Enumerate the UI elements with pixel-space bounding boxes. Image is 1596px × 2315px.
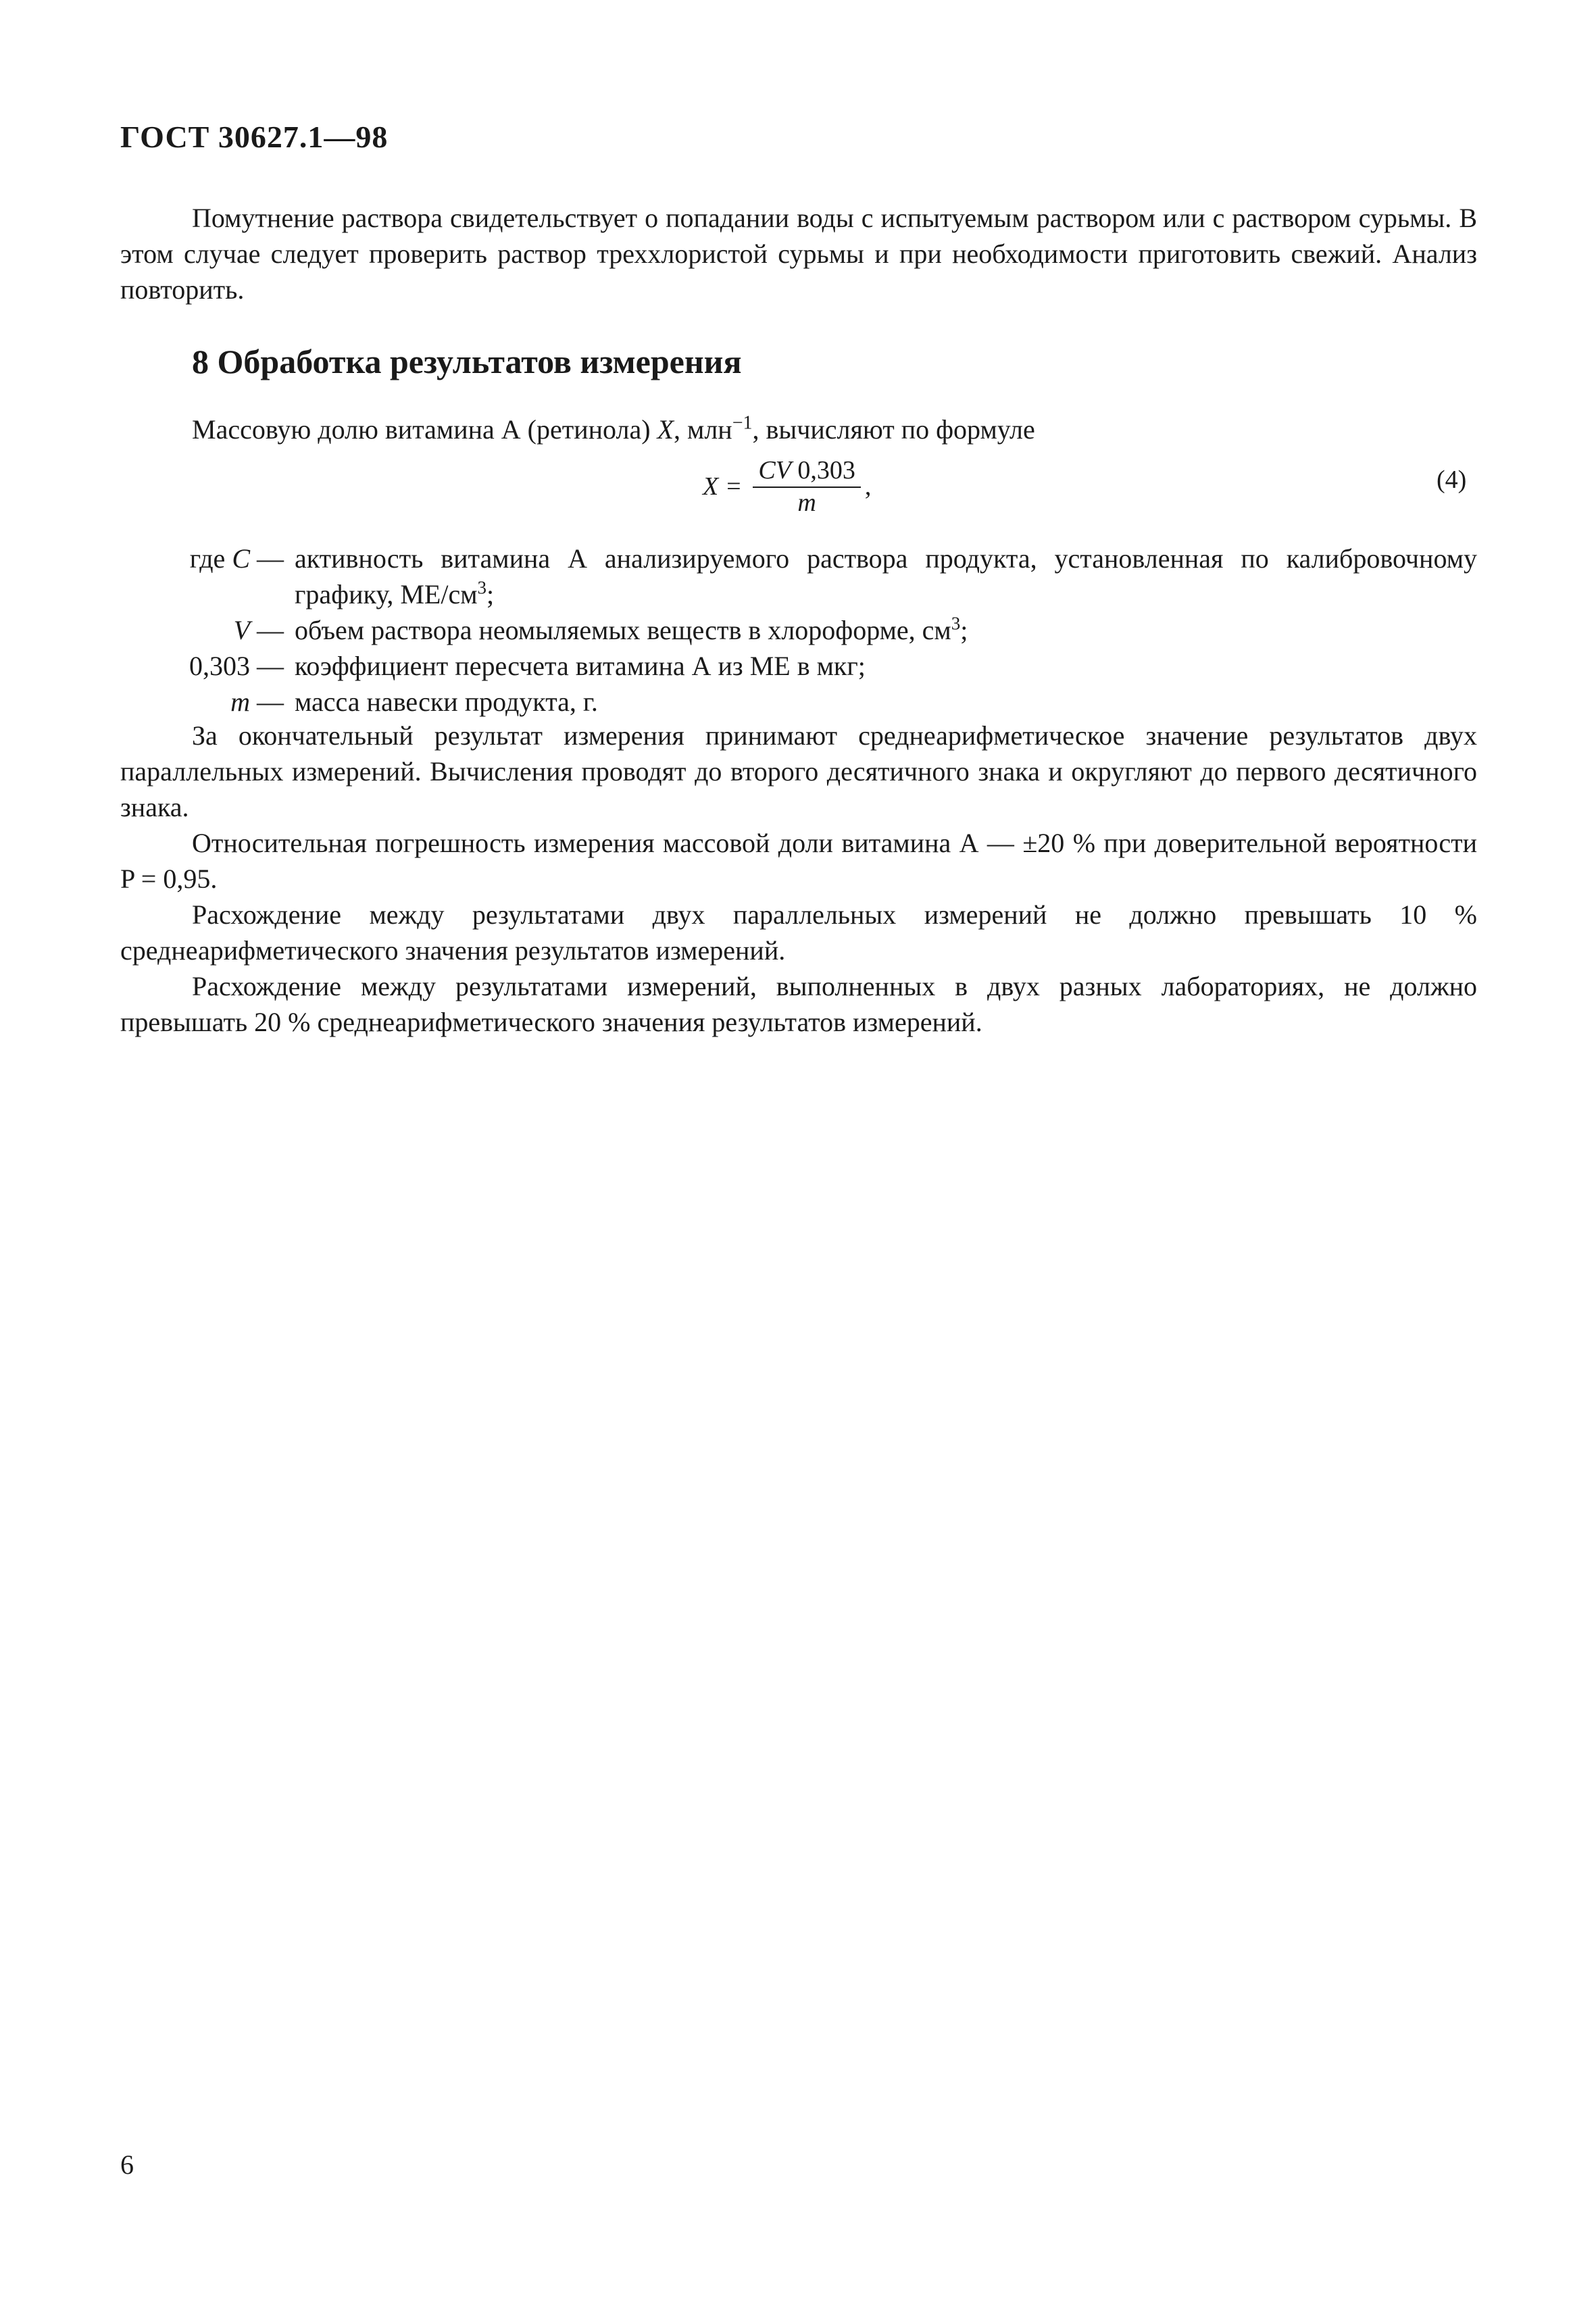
definition-text xyxy=(295,541,1477,612)
result-paragraph: Расхождение между результатами измерений, выполненных в двух разных лабораториях, не должно превышать 20 % среднеарифметического значения результатов измерений. xyxy=(120,971,1477,1037)
formula-intro xyxy=(192,414,1035,445)
definition-text xyxy=(295,648,1477,684)
definition-body: объем раствора неомыляемых веществ в хлороформе, см xyxy=(295,615,951,645)
formula xyxy=(703,457,871,516)
definition-end: ; xyxy=(487,579,495,609)
definition-sup: 3 xyxy=(477,577,487,598)
definition-var: m xyxy=(230,687,250,717)
formula-numerator-const: 0,303 xyxy=(791,456,855,484)
definition-prefix: 0,303 xyxy=(189,651,250,681)
formula-intro-exp: −1 xyxy=(732,412,753,434)
formula-intro-prefix: Массовую долю витамина А (ретинола) xyxy=(192,414,657,445)
result-paragraph: За окончательный результат измерения принимают среднеарифметическое значение результатов двух параллельных измерений. Вычисления проводят до второго десятичного знака и округляют до первого десятичного знака. xyxy=(120,720,1477,822)
page-number: 6 xyxy=(120,2149,134,2180)
definition-text xyxy=(295,684,1477,720)
result-paragraph: Относительная погрешность измерения массовой доли витамина А — ±20 % при доверительной вероятности P = 0,95. xyxy=(120,828,1477,894)
definition-symbol xyxy=(120,684,295,720)
formula-number: (4) xyxy=(1437,466,1467,494)
definition-sup: 3 xyxy=(951,613,961,634)
formula-numerator xyxy=(753,457,861,488)
formula-lhs: X = xyxy=(703,472,743,501)
definition-dash: — xyxy=(250,615,284,645)
definition-dash: — xyxy=(250,651,284,681)
formula-denominator: m xyxy=(797,489,816,517)
result-paragraph: Расхождение между результатами двух параллельных измерений не должно превышать 10 % среднеарифметического значения результатов измерений. xyxy=(120,899,1477,966)
definition-end: ; xyxy=(960,615,968,645)
definition-dash: — xyxy=(250,687,284,717)
definition-body: активность витамина А анализируемого раствора продукта, установленная по калибровочному графику, МЕ/см xyxy=(295,543,1477,609)
formula-fraction xyxy=(753,457,861,516)
formula-intro-var: X xyxy=(657,414,674,445)
definition-var: C xyxy=(232,543,250,574)
definition-item xyxy=(120,541,1477,612)
definition-symbol xyxy=(120,612,295,648)
definition-symbol xyxy=(120,541,295,612)
definition-var: V xyxy=(233,615,250,645)
intro-paragraph: Помутнение раствора свидетельствует о попадании воды с испытуемым раствором или с раствором сурьмы. В этом случае следует проверить раствор треххлористой сурьмы и при необходимости приготовить свежий. Анализ повторить. xyxy=(120,203,1477,305)
definition-body: коэффициент пересчета витамина А из МЕ в мкг; xyxy=(295,651,866,681)
formula-trailing: , xyxy=(864,472,872,501)
formula-intro-unit: , млн xyxy=(674,414,732,445)
definitions-list xyxy=(120,541,1477,720)
section-title: 8 Обработка результатов измерения xyxy=(192,343,742,380)
definition-item xyxy=(120,648,1477,684)
formula-intro-suffix: , вычисляют по формуле xyxy=(752,414,1035,445)
definition-item xyxy=(120,684,1477,720)
definition-body: масса навески продукта, г. xyxy=(295,687,598,717)
definition-text xyxy=(295,612,1477,648)
definition-item xyxy=(120,612,1477,648)
definition-dash: — xyxy=(250,543,284,574)
definition-prefix: где xyxy=(189,543,232,574)
definition-symbol xyxy=(120,648,295,684)
formula-numerator-vars: CV xyxy=(758,456,791,484)
document-header: ГОСТ 30627.1—98 xyxy=(120,120,389,154)
